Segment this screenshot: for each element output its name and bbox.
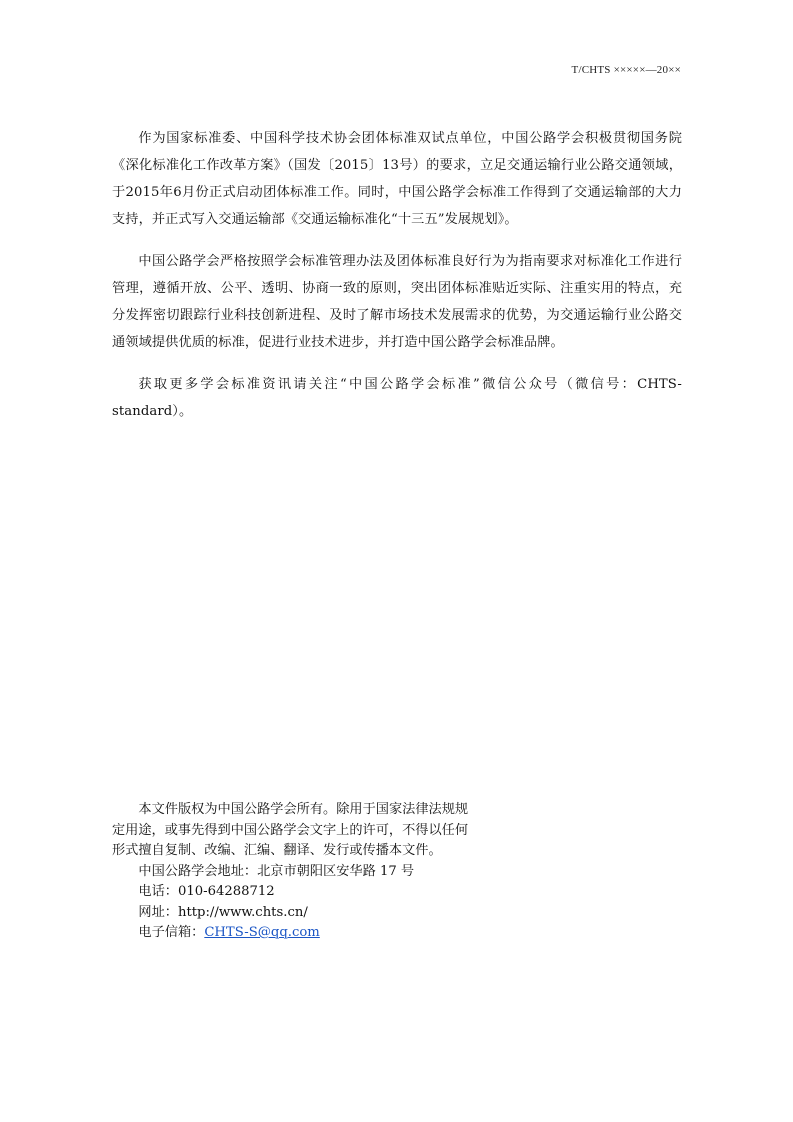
email-label: 电子信箱：: [138, 925, 205, 940]
copyright-notice: [112, 800, 472, 944]
intro-paragraph-1: 作为国家标准委、中国科学技术协会团体标准双试点单位，中国公路学会积极贯彻国务院《深化标准化工作改革方案》（国发〔2015〕13号）的要求，立足交通运输行业公路交通领域，于2015年6月份正式启动团体标准工作。同时，中国公路学会标准工作得到了交通运输部的大力支持，并正式写入交通运输部《交通运输标准化“十三五”发展规划》。: [112, 131, 682, 227]
intro-paragraph-2: 中国公路学会严格按照学会标准管理办法及团体标准良好行为为指南要求对标准化工作进行管理，遵循开放、公平、透明、协商一致的原则，突出团体标准贴近实际、注重实用的特点，充分发挥密切跟踪行业科技创新进程、及时了解市场技术发展需求的优势，为交通运输行业公路交通领域提供优质的标准，促进行业技术进步，并打造中国公路学会标准品牌。: [112, 254, 682, 350]
standard-code-header: T/CHTS ×××××—20××: [571, 64, 681, 76]
phone-line: 电话：010-64288712: [138, 884, 275, 899]
email-link[interactable]: CHTS-S@qq.com: [204, 925, 320, 940]
copyright-statement: 本文件版权为中国公路学会所有。除用于国家法律法规规定用途，或事先得到中国公路学会文字上的许可，不得以任何形式擅自复制、改编、汇编、翻译、发行或传播本文件。: [112, 802, 469, 858]
email-line: [112, 923, 472, 944]
website-line: 网址：http://www.chts.cn/: [138, 904, 308, 920]
standards-intro-body: [112, 125, 682, 440]
intro-paragraph-3: 获取更多学会标准资讯请关注“中国公路学会标准”微信公众号（微信号：CHTS-standard）。: [112, 377, 682, 419]
address-line: 中国公路学会地址：北京市朝阳区安华路 17 号: [138, 863, 415, 879]
